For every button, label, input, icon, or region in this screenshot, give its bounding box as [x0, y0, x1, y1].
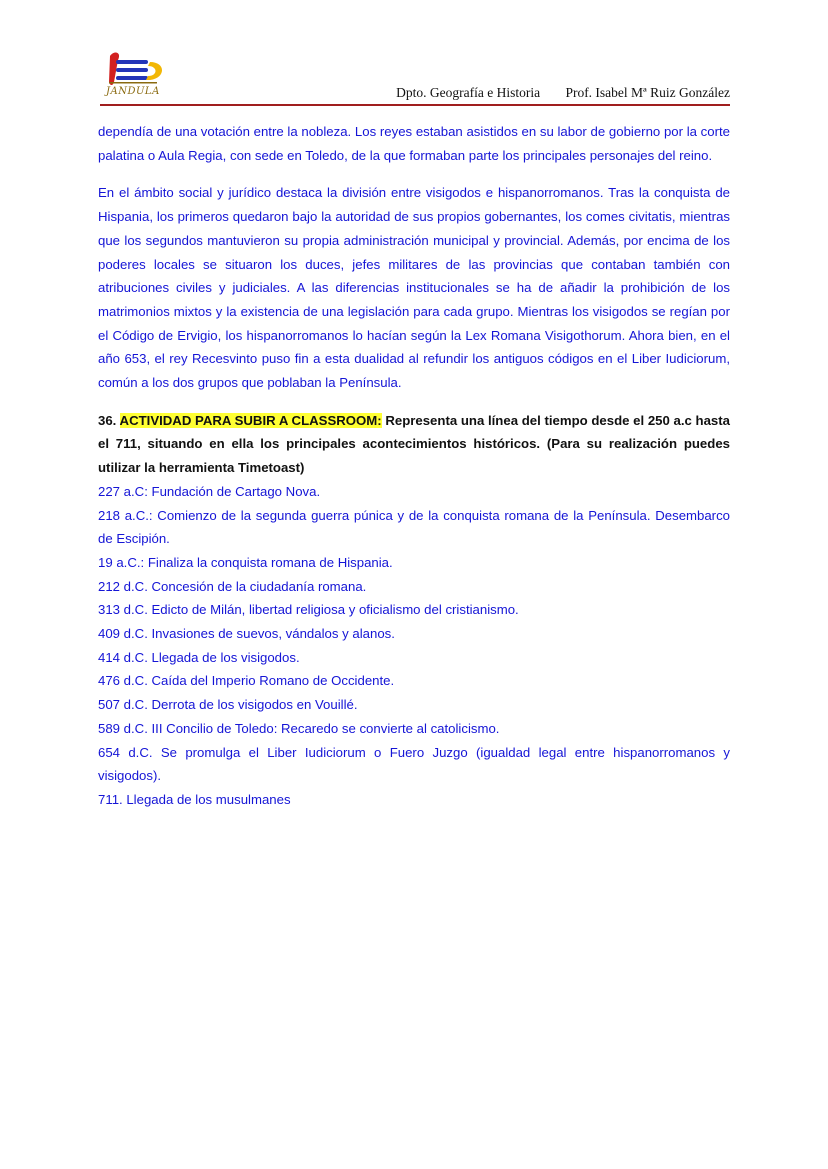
timeline-item: 313 d.C. Edicto de Milán, libertad religiosa y oficialismo del cristianismo.: [98, 602, 519, 618]
timeline-list: [98, 480, 730, 812]
logo-text: JANDULA: [106, 86, 160, 97]
activity-highlight: ACTIVIDAD PARA SUBIR A CLASSROOM:: [119, 412, 382, 428]
activity-heading: [98, 409, 730, 480]
timeline-item: 212 d.C. Concesión de la ciudadanía romana.: [98, 578, 367, 594]
teacher-label: Prof. Isabel Mª Ruiz González: [565, 85, 730, 100]
header-info: [396, 85, 730, 101]
timeline-item: 476 d.C. Caída del Imperio Romano de Occidente.: [98, 673, 395, 689]
timeline-item: 589 d.C. III Concilio de Toledo: Recaredo se convierte al catolicismo.: [98, 720, 500, 736]
department-label: Dpto. Geografía e Historia: [396, 85, 541, 100]
timeline-item: 654 d.C. Se promulga el Liber Iudiciorum o Fuero Juzgo (igualdad legal entre hispanorromanos y visigodos).: [98, 744, 730, 784]
activity-text: Representa una línea del tiempo desde el 250 a.c hasta el 711, situando en ella los principales acontecimientos históricos. (Para su realización puedes utilizar la herramienta Timetoast): [98, 412, 730, 476]
activity-number: 36.: [98, 412, 117, 428]
timeline-item: 711. Llegada de los musulmanes: [98, 791, 291, 807]
timeline-item: 409 d.C. Invasiones de suevos, vándalos y alanos.: [98, 626, 395, 642]
paragraph: dependía de una votación entre la nobleza. Los reyes estaban asistidos en su labor de gobierno por la corte palatina o Aula Regia, con sede en Toledo, de la que formaban parte los principales personajes del reino.: [98, 124, 730, 163]
document-body: [98, 120, 730, 812]
timeline-item: 227 a.C: Fundación de Cartago Nova.: [98, 483, 321, 499]
header-rule: [100, 104, 730, 106]
timeline-item: 507 d.C. Derrota de los visigodos en Vouillé.: [98, 697, 358, 713]
timeline-item: 19 a.C.: Finaliza la conquista romana de Hispania.: [98, 554, 393, 570]
page-header: [100, 48, 730, 106]
timeline-item: 414 d.C. Llegada de los visigodos.: [98, 649, 300, 665]
paragraph: En el ámbito social y jurídico destaca la división entre visigodos e hispanorromanos. Tras la conquista de Hispania, los primeros quedaron bajo la autoridad de sus propios gobernantes, los comes civitatis, mientras que los segundos mantuvieron su propia administración municipal y provincial. Además, por encima de los poderes locales se situaron los duces, jefes militares de las provincias que contaban también con atribuciones civiles y judiciales. A las diferencias institucionales se ha de añadir la prohibición de los matrimonios mixtos y la existencia de una legislación para cada grupo. Mientras los visigodos se regían por el Código de Ervigio, los hispanorromanos lo hacían según la Lex Romana Visigothorum. Ahora bien, en el año 653, el rey Recesvinto puso fin a esta dualidad al refundir los antiguos códigos en el Liber Iudiciorum, común a los dos grupos que poblaban la Península.: [98, 185, 730, 391]
timeline-item: 218 a.C.: Comienzo de la segunda guerra púnica y de la conquista romana de la Península. Desembarco de Escipión.: [98, 507, 730, 547]
